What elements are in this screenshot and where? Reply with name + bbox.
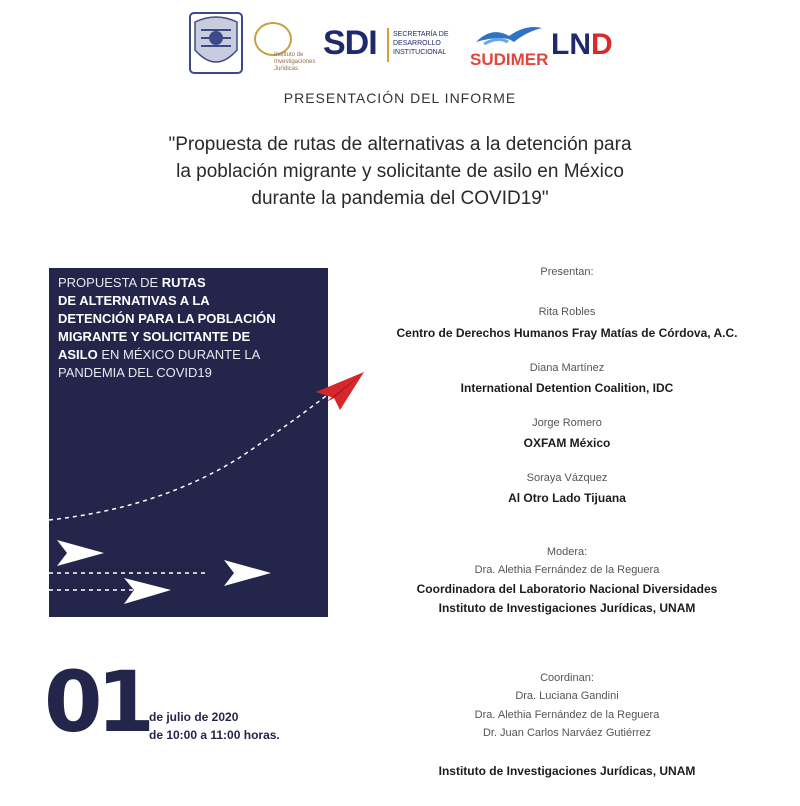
moderator-institute: Instituto de Investigaciones Jurídicas, UNAM: [438, 601, 696, 615]
sdi-logo-text: SECRETARÍA DE DESARROLLO INSTITUCIONAL: [393, 31, 449, 56]
report-cover: [49, 268, 328, 617]
bird-icon: [474, 20, 544, 48]
cover-text: PANDEMIA DEL COVID19: [58, 365, 212, 380]
title-line: durante la pandemia del COVID19": [251, 188, 549, 209]
cover-text: MIGRANTE Y SOLICITANTE DE: [58, 329, 251, 344]
coordinator-name: Dr. Juan Carlos Narváez Gutiérrez: [482, 727, 652, 739]
event-time: de 10:00 a 11:00 horas.: [149, 728, 280, 742]
speaker-org: Al Otro Lado Tijuana: [508, 491, 626, 505]
coordinan-heading: Coordinan:: [540, 672, 594, 684]
sdi-divider: [387, 28, 389, 62]
cover-text: PROPUESTA DE: [58, 275, 162, 290]
unam-crest-logo: [187, 10, 245, 76]
sdi-logo: [323, 20, 463, 66]
title-line: la población migrante y solicitante de asilo en México: [176, 161, 624, 182]
speakers-column: [330, 266, 800, 806]
speaker-name: Diana Martínez: [529, 362, 605, 374]
iij-logo-text: Instituto de Investigaciones Jurídicas: [274, 52, 316, 72]
speaker-org: OXFAM México: [523, 436, 611, 450]
sudimer-logo: [470, 20, 548, 70]
cover-text: DETENCIÓN PARA LA POBLACIÓN: [58, 311, 276, 326]
coordinator-name: Dra. Alethia Fernández de la Reguera: [474, 709, 660, 721]
event-title: [90, 131, 710, 212]
event-date: de julio de 2020: [149, 710, 239, 724]
lnd-d: D: [591, 28, 613, 61]
event-day: 01: [44, 653, 149, 751]
speaker-name: Soraya Vázquez: [526, 472, 608, 484]
moderator-name: Dra. Alethia Fernández de la Reguera: [474, 564, 660, 576]
cover-text: DE ALTERNATIVAS A LA: [58, 293, 210, 308]
cover-text: RUTAS: [161, 275, 206, 290]
coordinator-name: Dra. Luciana Gandini: [515, 690, 619, 702]
speaker-name: Jorge Romero: [532, 417, 602, 429]
coordinator-institute: Instituto de Investigaciones Jurídicas, UNAM: [438, 764, 696, 778]
lnd-logo: [551, 28, 613, 62]
iij-emblem-icon: [254, 22, 292, 56]
logo-bar: [0, 8, 800, 78]
lnd-l: L: [551, 28, 570, 61]
speaker-org: Centro de Derechos Humanos Fray Matías de Córdova, A.C.: [396, 326, 738, 340]
kicker: PRESENTACIÓN DEL INFORME: [283, 90, 517, 106]
iij-logo: [252, 16, 316, 72]
cover-text: EN MÉXICO DURANTE LA: [97, 347, 261, 362]
sdi-logo-letters: SDI: [323, 24, 377, 62]
moderator-org: Coordinadora del Laboratorio Nacional Diversidades: [416, 582, 718, 596]
modera-heading: Modera:: [546, 546, 588, 558]
speaker-org: International Detention Coalition, IDC: [460, 381, 674, 395]
cover-text: ASILO: [58, 347, 98, 362]
lnd-n: N: [569, 28, 591, 61]
speaker-name: Rita Robles: [538, 306, 596, 318]
sudimer-logo-text: SUDIMER: [470, 50, 549, 69]
presentan-heading: Presentan:: [540, 266, 594, 278]
cover-title: [58, 274, 320, 382]
title-line: "Propuesta de rutas de alternativas a la detención para: [168, 134, 632, 155]
